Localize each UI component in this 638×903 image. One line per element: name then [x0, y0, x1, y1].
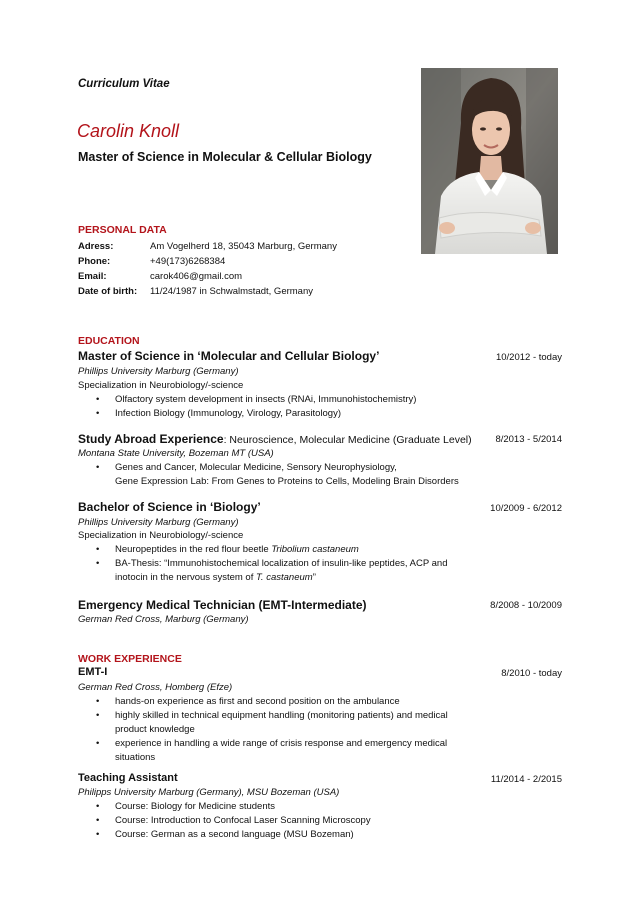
education-entry-title: Master of Science in ‘Molecular and Cellular Biology’ [78, 349, 380, 363]
applicant-degree: Master of Science in Molecular & Cellular Biology [78, 150, 372, 164]
education-heading: EDUCATION [78, 335, 140, 347]
education-entry-title: Emergency Medical Technician (EMT-Intermediate) [78, 598, 367, 612]
list-item: • highly skilled in technical equipment handling (monitoring patients) and medical product knowledge [78, 709, 478, 737]
personal-label: Date of birth: [78, 286, 138, 297]
list-item: • hands-on experience as first and second position on the ambulance [78, 695, 478, 709]
list-item: • Olfactory system development in insects (RNAi, Immunohistochemistry) [78, 393, 488, 407]
personal-value: 11/24/1987 in Schwalmstadt, Germany [150, 286, 313, 297]
cv-title: Curriculum Vitae [78, 78, 170, 90]
education-entry-date: 8/2008 - 10/2009 [490, 600, 562, 611]
education-entry-specialization: Specialization in Neurobiology/-science [78, 530, 244, 541]
list-item: • Infection Biology (Immunology, Virology, Parasitology) [78, 407, 488, 421]
bullet-text: Neuropeptides in the red flour beetle [115, 544, 272, 555]
education-entry-institution: Phillips University Marburg (Germany) [78, 366, 239, 377]
portrait-photo [421, 68, 558, 254]
education-entry-institution: German Red Cross, Marburg (Germany) [78, 614, 249, 625]
bullet-italic: T. castaneum [256, 572, 313, 583]
applicant-name: Carolin Knoll [77, 121, 180, 141]
work-entry-date: 11/2014 - 2/2015 [490, 774, 562, 785]
list-item [78, 557, 458, 585]
work-experience-heading: WORK EXPERIENCE [78, 653, 182, 665]
education-entry-title [78, 432, 472, 446]
bullet-text: ” [312, 572, 316, 583]
list-item: • Course: German as a second language (MSU Bozeman) [78, 828, 488, 842]
bullet-line: Genes and Cancer, Molecular Medicine, Sensory Neurophysiology, [115, 462, 397, 473]
education-entry-bullets [78, 461, 508, 489]
bullet-text: BA-Thesis: “Immunohistochemical localization of insulin-like peptides, ACP and inotocin in the nervous system of [115, 558, 448, 583]
list-item: • Course: Biology for Medicine students [78, 800, 488, 814]
bullet-italic: Tribolium castaneum [271, 544, 359, 555]
work-entry-institution: Philipps University Marburg (Germany), MSU Bozeman (USA) [78, 787, 340, 798]
work-entry-title: Teaching Assistant [78, 772, 178, 784]
education-entry-date: 10/2009 - 6/2012 [490, 503, 562, 514]
entry-title-strong: Study Abroad Experience [78, 432, 224, 446]
work-entry-bullets [78, 695, 478, 765]
bullet-line: Gene Expression Lab: From Genes to Proteins to Cells, Modeling Brain Disorders [115, 476, 459, 487]
list-item: • experience in handling a wide range of crisis response and emergency medical situations [78, 737, 478, 765]
personal-label: Phone: [78, 256, 111, 267]
list-item: • Course: Introduction to Confocal Laser Scanning Microscopy [78, 814, 488, 828]
education-entry-institution: Montana State University, Bozeman MT (USA) [78, 448, 274, 459]
education-entry-institution: Phillips University Marburg (Germany) [78, 517, 239, 528]
education-entry-specialization: Specialization in Neurobiology/-science [78, 380, 244, 391]
education-entry-date: 10/2012 - today [495, 352, 562, 363]
work-entry-bullets [78, 800, 488, 842]
personal-data-heading: PERSONAL DATA [78, 224, 167, 236]
education-entry-date: 8/2013 - 5/2014 [495, 434, 562, 445]
personal-label: Email: [78, 271, 107, 282]
education-entry-title: Bachelor of Science in ‘Biology’ [78, 500, 261, 514]
personal-value: carok406@gmail.com [150, 271, 243, 282]
personal-value: +49(173)6268384 [150, 256, 226, 267]
work-entry-institution: German Red Cross, Homberg (Efze) [78, 682, 233, 693]
personal-label: Adress: [78, 241, 114, 252]
list-item [78, 461, 508, 489]
work-entry-title: EMT-I [78, 666, 108, 678]
personal-value: Am Vogelherd 18, 35043 Marburg, Germany [150, 241, 337, 252]
education-entry-bullets [78, 543, 458, 585]
entry-title-rest: : Neuroscience, Molecular Medicine (Graduate Level) [223, 434, 472, 446]
work-entry-date: 8/2010 - today [501, 668, 562, 679]
education-entry-bullets [78, 393, 488, 421]
list-item [78, 543, 458, 557]
